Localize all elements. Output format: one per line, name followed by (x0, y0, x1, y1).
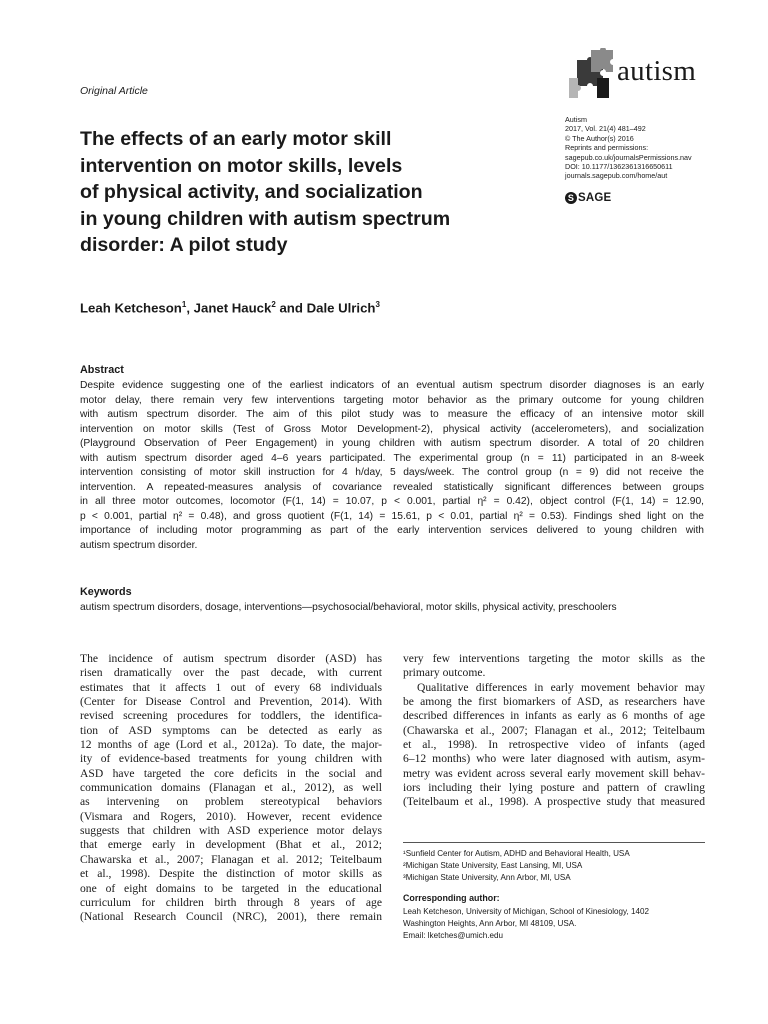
corresponding-author-details (403, 906, 649, 943)
body-line: suggests that children with ASD experience motor delays (80, 824, 382, 838)
author-affiliation-mark: 2 (271, 300, 276, 309)
sage-publisher-logo (565, 192, 611, 204)
body-line: et al., 1998). In retrospective video of infants (aged (403, 738, 705, 752)
author-name: Leah Ketcheson (80, 300, 182, 316)
body-line: as intervening on problem stereotypical behaviors (80, 795, 382, 809)
body-line: metry was evident across several early movement skill behav- (403, 766, 705, 780)
abstract-line: motor delay, there remain very few interventions targeting motor behavior as the primary outcome for young children (80, 394, 704, 406)
title-line: The effects of an early motor skill (80, 128, 392, 150)
body-line: that emerge early in development (Bhat et al., 2012; (80, 838, 382, 852)
author-list (80, 300, 380, 315)
journal-meta-line: DOI: 10.1177/1362361316650611 (565, 162, 673, 172)
body-line: Qualitative differences in early movement behavior may (417, 680, 705, 694)
keywords-heading: Keywords (80, 586, 132, 598)
footnote-divider (403, 842, 705, 843)
affiliation-line: ¹Sunfield Center for Autism, ADHD and Behavioral Health, USA (403, 849, 630, 858)
body-line: revised screening procedures for toddlers, the identifica- (80, 709, 382, 723)
body-line: (Vismara and Rogers, 2010). However, recent evidence (80, 809, 382, 823)
body-line: curriculum for children birth through 8 years of age (80, 895, 382, 909)
abstract-line: with autism spectrum disorder. The aim of this pilot study was to measure the efficacy of an intensive motor skill (80, 409, 704, 420)
article-type-label: Original Article (80, 85, 148, 97)
body-line: very few interventions targeting the motor skills as the (403, 652, 705, 665)
journal-meta-line: 2017, Vol. 21(4) 481–492 (565, 124, 646, 134)
abstract-line: with autism spectrum disorder aged 4–6 years participated. The experimental group (n = 11) participated in an 8-week (80, 452, 704, 464)
body-line: risen dramatically over the past decade, with current (80, 666, 382, 680)
title-line: of physical activity, and socialization (80, 181, 423, 203)
author-separator: , (186, 300, 194, 316)
affiliation-line: ³Michigan State University, Ann Arbor, MI, USA (403, 873, 571, 883)
body-line: tion of ASD symptoms can be detected as early as (80, 723, 382, 737)
keywords-list: autism spectrum disorders, dosage, interventions—psychosocial/behavioral, motor skills, physical activity, preschoolers (80, 602, 617, 613)
article-title (80, 126, 540, 259)
body-line: ity of evidence-based treatments for young children with (80, 752, 382, 766)
abstract-line: intervention consisting of motor skill instruction for 4 h/day, 5 days/week. The control group (n = 9) did not receive the (80, 467, 704, 478)
body-line: (National Research Council (NRC), 2001), there remain (80, 910, 382, 924)
affiliations (403, 848, 630, 885)
journal-logo-word: autism (617, 55, 697, 87)
body-line: iors including their lying posture and pattern of crawling (403, 781, 705, 795)
title-line: intervention on motor skills, levels (80, 154, 403, 177)
author-affiliation-mark: 3 (375, 300, 380, 309)
corresponding-line: Leah Ketcheson, University of Michigan, School of Kinesiology, 1402 (403, 907, 649, 916)
corresponding-author-heading: Corresponding author: (403, 893, 500, 903)
journal-meta-line: journals.sagepub.com/home/aut (565, 171, 668, 181)
title-line: in young children with autism spectrum (80, 207, 451, 230)
affiliation-line: ²Michigan State University, East Lansing, MI, USA (403, 861, 583, 871)
body-line: (Center for Disease Control and Prevention, 2014). With (80, 695, 382, 709)
publisher-name: SAGE (578, 192, 612, 204)
body-line: Chawarska et al., 2007; Flanagan et al. 2012; Teitelbaum (80, 852, 382, 866)
journal-meta-line: Autism (565, 115, 587, 124)
corresponding-email[interactable]: Email: lketches@umich.edu (403, 931, 503, 941)
journal-meta-line: © The Author(s) 2016 (565, 133, 634, 143)
author-conjunction: and (275, 300, 307, 316)
abstract-line: p < 0.001, partial η² = 0.48), and gross quotient (F(1, 14) = 15.61, p < 0.01, partial η² = 0.53). Findings shed light on the (80, 510, 704, 522)
title-line: disorder: A pilot study (80, 234, 288, 256)
body-line: 6–12 months) who were later diagnosed with autism, asym- (403, 752, 705, 766)
sage-s-icon: S (565, 192, 577, 204)
abstract-body (80, 379, 704, 553)
body-line: be among the first biomarkers of ASD, as researchers have (403, 695, 705, 709)
author-name: Dale Ulrich (306, 300, 376, 316)
abstract-line: Despite evidence suggesting one of the earliest indicators of an eventual autism spectrum disorder diagnoses is an early (80, 380, 704, 391)
body-line: et al., 1998). Despite the distinction of motor skills as (80, 867, 382, 881)
author-affiliation-mark: 1 (181, 300, 187, 309)
body-line: described differences in infants as early as 6 months of age (403, 709, 705, 723)
abstract-line: intervention. A repeated-measures analysis of covariance revealed statistically significant differences between groups (80, 481, 704, 493)
abstract-line: autism spectrum disorder. (80, 539, 198, 551)
author-name: Janet Hauck (193, 300, 272, 316)
body-line: (Chawarska et al., 2007; Flanagan et al., 2012; Teitelbaum (403, 723, 705, 737)
body-column-right (403, 652, 705, 810)
body-line: ASD have targeted the core deficits in the social and (80, 766, 382, 780)
body-line: estimates that it affects 1 out of every 68 individuals (80, 680, 382, 694)
abstract-line: intervention on motor skills (Test of Gross Motor Development-2), physical activity (accelerometers), and socialization (80, 423, 704, 435)
journal-meta-line: sagepub.co.uk/journalsPermissions.nav (565, 152, 692, 162)
body-line: The incidence of autism spectrum disorder (ASD) has (80, 652, 382, 665)
journal-meta-line: Reprints and permissions: (565, 143, 649, 153)
corresponding-line: Washington Heights, Ann Arbor, MI 48109, USA. (403, 919, 577, 929)
body-line: (Teitelbaum et al., 1998). A prospective study that measured (403, 795, 705, 809)
journal-meta-block (565, 115, 692, 181)
abstract-line: (Playground Observation of Peer Engagement) in young children with autism spectrum disorder. A total of 20 children (80, 438, 704, 449)
abstract-heading: Abstract (80, 364, 124, 376)
body-line: communication domains (Flanagan et al., 2012), as well (80, 781, 382, 795)
body-line: 12 months of age (Lord et al., 2012a). To date, the major- (80, 738, 382, 752)
body-line: one of eight domains to be targeted in the educational (80, 881, 382, 895)
abstract-line: in all three motor outcomes, locomotor (F(1, 14) = 10.07, p < 0.001, partial η² = 0.42), object control (F(1, 14) = 12.90, (80, 496, 704, 507)
abstract-line: importance of including motor programming as part of the early intervention services delivered to young children with (80, 525, 704, 536)
body-line: primary outcome. (403, 666, 486, 680)
body-column-left (80, 652, 382, 925)
